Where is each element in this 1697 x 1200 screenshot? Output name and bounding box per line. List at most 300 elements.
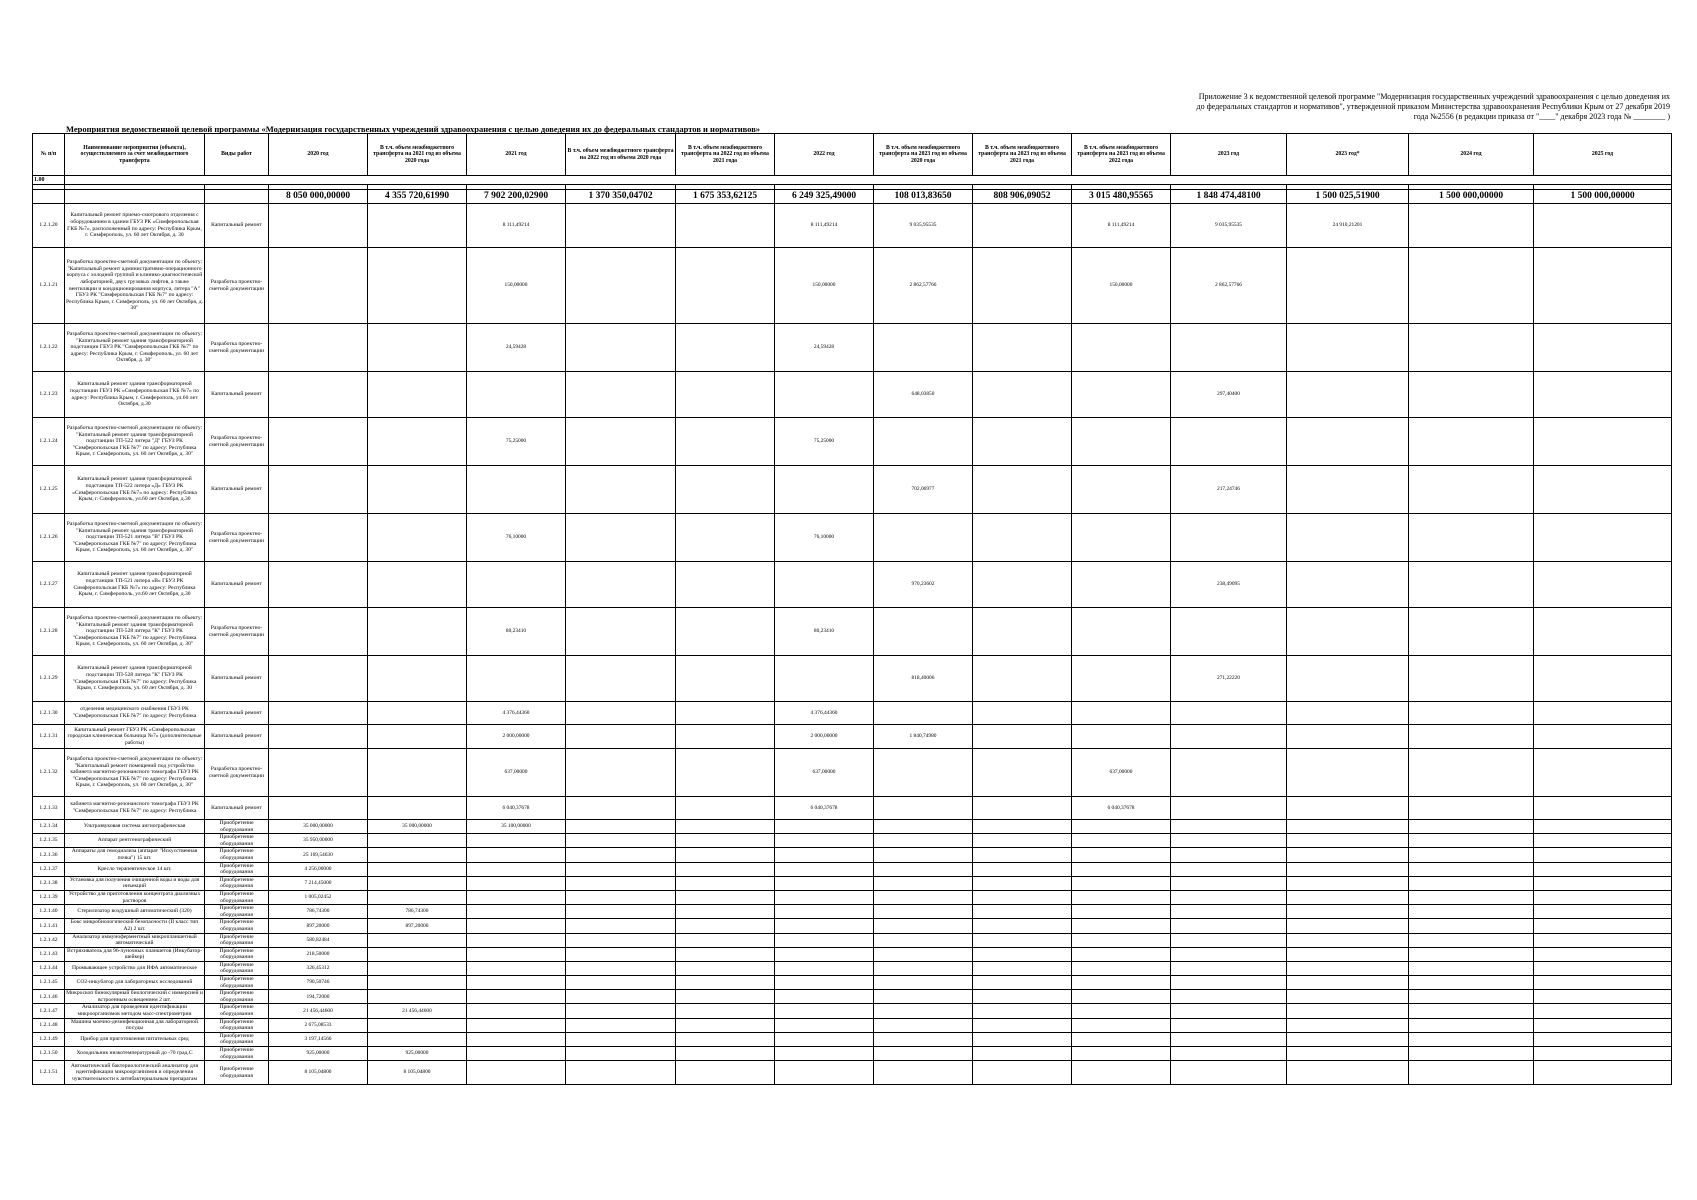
value-cell — [467, 1018, 566, 1032]
table-row — [33, 248, 1672, 324]
value-cell — [467, 372, 566, 418]
value-cell — [1287, 562, 1409, 608]
value-cell — [676, 608, 775, 656]
row-name: Стерилизатор воздушный автоматический (320) — [65, 905, 205, 919]
table-row — [33, 933, 1672, 947]
value-cell — [1409, 905, 1534, 919]
value-cell — [1534, 1061, 1672, 1085]
value-cell — [1171, 608, 1287, 656]
value-cell — [1409, 514, 1534, 562]
value-cell — [269, 608, 368, 656]
row-number: 1.2.1.26 — [33, 514, 65, 562]
value-cell: 818,40006 — [874, 656, 973, 702]
table-row — [33, 890, 1672, 904]
table-row — [33, 919, 1672, 933]
value-cell — [775, 961, 874, 975]
value-cell — [269, 656, 368, 702]
value-cell — [368, 562, 467, 608]
value-cell — [368, 862, 467, 876]
row-name: Капитальный ремонт здания трансформаторной подстанции ТП-528 литера "К" ГБУЗ РК "Симферопольская ГКБ №7" по адресу: Республика Крым, г. Симферополь, ул. 60 лет Октября, д. 30 — [65, 656, 205, 702]
value-cell — [1072, 876, 1171, 890]
row-number: 1.2.1.39 — [33, 890, 65, 904]
total-cell: 1 500 000,00000 — [1534, 190, 1672, 204]
value-cell: 970,23602 — [874, 562, 973, 608]
value-cell — [1409, 1018, 1534, 1032]
total-cell: 3 015 480,95565 — [1072, 190, 1171, 204]
value-cell — [874, 947, 973, 961]
total-cell: 6 249 325,49000 — [775, 190, 874, 204]
value-cell — [566, 562, 676, 608]
value-cell — [1534, 876, 1672, 890]
total-cell: 8 050 000,00000 — [269, 190, 368, 204]
row-name: Капитальный ремонт ГБУЗ РК «Симферопольская городская клиническая больница №7» (дополнительные работы) — [65, 725, 205, 749]
row-name: Анализатор иммуноферментный микропланшетный автоматический — [65, 933, 205, 947]
value-cell — [1072, 418, 1171, 466]
value-cell — [1072, 933, 1171, 947]
value-cell — [1287, 248, 1409, 324]
value-cell — [775, 919, 874, 933]
value-cell — [1287, 848, 1409, 862]
totals-row — [33, 190, 1672, 204]
value-cell — [1171, 324, 1287, 372]
value-cell — [874, 890, 973, 904]
row-work-type: Приобретение оборудования — [205, 976, 269, 990]
table-row — [33, 702, 1672, 725]
value-cell — [1287, 466, 1409, 514]
value-cell — [973, 876, 1072, 890]
value-cell — [1534, 820, 1672, 834]
value-cell — [1534, 749, 1672, 797]
row-work-type: Приобретение оборудования — [205, 862, 269, 876]
row-name: Машина моечно-дезинфекционная для лабораторной посуды — [65, 1018, 205, 1032]
value-cell: 637,00000 — [775, 749, 874, 797]
value-cell — [1171, 905, 1287, 919]
value-cell — [676, 905, 775, 919]
value-cell: 2 675,08533 — [269, 1018, 368, 1032]
value-cell — [874, 876, 973, 890]
value-cell — [973, 1047, 1072, 1061]
value-cell — [1072, 1032, 1171, 1046]
table-row — [33, 820, 1672, 834]
column-header: 2023 год — [1171, 134, 1287, 176]
value-cell — [566, 1004, 676, 1018]
row-work-type: Разработка проектно-сметной документации — [205, 514, 269, 562]
row-work-type: Приобретение оборудования — [205, 876, 269, 890]
value-cell — [775, 1004, 874, 1018]
row-work-type: Капитальный ремонт — [205, 725, 269, 749]
value-cell — [775, 820, 874, 834]
value-cell — [1287, 947, 1409, 961]
row-name: Устройство для приготовления концентрата диализных растворов — [65, 890, 205, 904]
row-number: 1.2.1.29 — [33, 656, 65, 702]
value-cell — [973, 418, 1072, 466]
value-cell — [676, 372, 775, 418]
value-cell — [1287, 702, 1409, 725]
value-cell — [874, 933, 973, 947]
value-cell — [775, 862, 874, 876]
value-cell — [973, 905, 1072, 919]
row-number: 1.2.1.22 — [33, 324, 65, 372]
value-cell — [368, 961, 467, 975]
value-cell — [1409, 608, 1534, 656]
value-cell — [1171, 797, 1287, 820]
row-name: Аппараты для гемодиализа (аппарат "Искусственная почка") 15 шт. — [65, 848, 205, 862]
value-cell — [1287, 1018, 1409, 1032]
value-cell — [874, 905, 973, 919]
value-cell — [1409, 204, 1534, 248]
value-cell — [1072, 1004, 1171, 1018]
row-work-type: Приобретение оборудования — [205, 1004, 269, 1018]
row-number: 1.2.1.28 — [33, 608, 65, 656]
value-cell: 25 169,54630 — [269, 848, 368, 862]
row-work-type: Приобретение оборудования — [205, 848, 269, 862]
value-cell — [676, 862, 775, 876]
table-row — [33, 797, 1672, 820]
value-cell — [269, 702, 368, 725]
value-cell: 637,00000 — [467, 749, 566, 797]
value-cell — [676, 418, 775, 466]
table-row — [33, 947, 1672, 961]
value-cell — [269, 372, 368, 418]
row-name: Разработка проектно-сметной документации по объекту: "Капитальный ремонт здания трансформаторной подстанции ТП-522 литера "Д" ГБУЗ РК "Симферопольская ГКБ №7" по адресу: Республика Крым, г. Симферополь, ул. 60 лет Октября, д. 30" — [65, 418, 205, 466]
value-cell — [566, 890, 676, 904]
row-name: Кресло терапевтическое 14 шт. — [65, 862, 205, 876]
value-cell — [566, 862, 676, 876]
value-cell — [874, 1004, 973, 1018]
table-row — [33, 466, 1672, 514]
column-header: 2022 год — [775, 134, 874, 176]
value-cell — [1171, 961, 1287, 975]
value-cell — [566, 1047, 676, 1061]
value-cell — [973, 1061, 1072, 1085]
value-cell — [874, 1032, 973, 1046]
value-cell: 8 111,49214 — [467, 204, 566, 248]
value-cell — [775, 1018, 874, 1032]
table-row — [33, 514, 1672, 562]
value-cell — [1534, 890, 1672, 904]
row-work-type: Приобретение оборудования — [205, 834, 269, 848]
value-cell — [368, 848, 467, 862]
value-cell — [368, 204, 467, 248]
value-cell — [1287, 656, 1409, 702]
value-cell — [676, 890, 775, 904]
value-cell — [874, 990, 973, 1004]
value-cell: 9 035,95535 — [874, 204, 973, 248]
value-cell — [368, 933, 467, 947]
value-cell — [269, 324, 368, 372]
value-cell — [1171, 890, 1287, 904]
value-cell — [1409, 933, 1534, 947]
row-name: Разработка проектно-сметной документации по объекту: "Капитальный ремонт административно-операционного корпуса с холодной группой и клинико-диагностической лабораторией, двух грузовых лифтов, а также вентиляции и кондиционирования корпуса, литера "А" ГБУЗ РК "Симферопольская ГКБ №7" по адресу: Республика Крым, г. Симферополь, ул. 60 лет Октября, д. 30" — [65, 248, 205, 324]
value-cell — [676, 1047, 775, 1061]
value-cell — [676, 1032, 775, 1046]
value-cell — [368, 725, 467, 749]
value-cell — [566, 1018, 676, 1032]
value-cell — [1534, 608, 1672, 656]
table-row — [33, 204, 1672, 248]
value-cell — [368, 324, 467, 372]
value-cell — [467, 933, 566, 947]
row-work-type: Капитальный ремонт — [205, 204, 269, 248]
value-cell — [676, 725, 775, 749]
value-cell — [676, 947, 775, 961]
header-row — [33, 134, 1672, 176]
value-cell — [1534, 1004, 1672, 1018]
value-cell — [1534, 905, 1672, 919]
value-cell: 271,22220 — [1171, 656, 1287, 702]
value-cell — [874, 976, 973, 990]
table-row — [33, 725, 1672, 749]
value-cell — [775, 990, 874, 1004]
value-cell: 8 105,04800 — [368, 1061, 467, 1085]
row-number: 1.2.1.34 — [33, 820, 65, 834]
value-cell — [368, 976, 467, 990]
row-number: 1.2.1.27 — [33, 562, 65, 608]
row-work-type: Разработка проектно-сметной документации — [205, 324, 269, 372]
value-cell — [1072, 848, 1171, 862]
value-cell — [368, 1032, 467, 1046]
row-number: 1.2.1.33 — [33, 797, 65, 820]
value-cell — [368, 1018, 467, 1032]
value-cell: 80,23410 — [775, 608, 874, 656]
value-cell — [1287, 1004, 1409, 1018]
value-cell — [368, 749, 467, 797]
value-cell — [368, 702, 467, 725]
value-cell — [269, 248, 368, 324]
value-cell: 4 376,44360 — [775, 702, 874, 725]
row-work-type: Капитальный ремонт — [205, 656, 269, 702]
value-cell — [1287, 608, 1409, 656]
value-cell — [566, 820, 676, 834]
value-cell: 4 376,44360 — [467, 702, 566, 725]
row-number: 1.2.1.43 — [33, 947, 65, 961]
value-cell — [1171, 876, 1287, 890]
value-cell — [368, 418, 467, 466]
value-cell: 925,00000 — [368, 1047, 467, 1061]
value-cell — [874, 418, 973, 466]
value-cell — [467, 876, 566, 890]
value-cell — [1534, 947, 1672, 961]
value-cell — [676, 204, 775, 248]
value-cell — [676, 919, 775, 933]
value-cell: 24,59428 — [775, 324, 874, 372]
value-cell — [566, 514, 676, 562]
table-row — [33, 656, 1672, 702]
total-cell: 1 370 350,04702 — [566, 190, 676, 204]
row-number: 1.2.1.31 — [33, 725, 65, 749]
value-cell: 786,74300 — [269, 905, 368, 919]
row-name: Установка для получения очищенной воды и воды для инъекций — [65, 876, 205, 890]
value-cell — [1072, 514, 1171, 562]
total-cell: 1 500 025,51900 — [1287, 190, 1409, 204]
total-cell: 4 355 720,61990 — [368, 190, 467, 204]
row-number: 1.2.1.46 — [33, 990, 65, 1004]
value-cell — [973, 725, 1072, 749]
value-cell — [566, 947, 676, 961]
total-cell: 7 902 200,02900 — [467, 190, 566, 204]
value-cell — [1409, 862, 1534, 876]
value-cell — [874, 514, 973, 562]
value-cell — [566, 248, 676, 324]
value-cell — [676, 1061, 775, 1085]
value-cell — [1072, 834, 1171, 848]
row-number: 1.2.1.30 — [33, 702, 65, 725]
value-cell — [1409, 947, 1534, 961]
value-cell: 702,06977 — [874, 466, 973, 514]
value-cell — [1287, 418, 1409, 466]
value-cell — [1409, 834, 1534, 848]
value-cell — [676, 848, 775, 862]
row-number: 1.2.1.23 — [33, 372, 65, 418]
row-number: 1.2.1.37 — [33, 862, 65, 876]
value-cell — [973, 608, 1072, 656]
value-cell — [676, 562, 775, 608]
value-cell — [874, 834, 973, 848]
value-cell — [1409, 725, 1534, 749]
row-number: 1.2.1.49 — [33, 1032, 65, 1046]
value-cell — [269, 749, 368, 797]
value-cell — [676, 656, 775, 702]
value-cell — [874, 702, 973, 725]
row-name: Капитальный ремонт здания трансформаторной подстанции ТП-521 литера «В» ГБУЗ РК Симферопольская ГКБ №7» по адресу: Республика Крым, г. Симферополь, ул.60 лет Октября, д.30 — [65, 562, 205, 608]
value-cell — [1287, 919, 1409, 933]
value-cell — [566, 834, 676, 848]
value-cell — [467, 961, 566, 975]
value-cell — [973, 248, 1072, 324]
value-cell — [269, 725, 368, 749]
row-work-type: Приобретение оборудования — [205, 1047, 269, 1061]
value-cell — [676, 820, 775, 834]
value-cell — [973, 514, 1072, 562]
value-cell — [467, 848, 566, 862]
value-cell — [1534, 248, 1672, 324]
row-work-type: Приобретение оборудования — [205, 990, 269, 1004]
value-cell — [775, 890, 874, 904]
value-cell: 35 100,00000 — [467, 820, 566, 834]
value-cell — [973, 324, 1072, 372]
value-cell — [1287, 933, 1409, 947]
value-cell — [874, 1047, 973, 1061]
value-cell — [1287, 1061, 1409, 1085]
table-row — [33, 1047, 1672, 1061]
value-cell — [874, 961, 973, 975]
row-work-type: Приобретение оборудования — [205, 919, 269, 933]
value-cell — [1072, 905, 1171, 919]
value-cell — [973, 702, 1072, 725]
value-cell — [368, 466, 467, 514]
value-cell — [269, 466, 368, 514]
value-cell — [1287, 862, 1409, 876]
value-cell — [874, 797, 973, 820]
row-name: Разработка проектно-сметной документации по объекту: "Капитальный ремонт помещений под устройство кабинета магнитно-резонансного томографа ГБУЗ РК "Симферопольская ГКБ №7" по адресу: Республика Крым, г. Симферополь, ул. 60 лет Октября, д. 30" — [65, 749, 205, 797]
value-cell — [1534, 514, 1672, 562]
row-number: 1.2.1.40 — [33, 905, 65, 919]
value-cell — [1409, 820, 1534, 834]
value-cell: 150,00000 — [1072, 248, 1171, 324]
value-cell — [1072, 1018, 1171, 1032]
table-row — [33, 1061, 1672, 1085]
value-cell — [1409, 890, 1534, 904]
row-number: 1.2.1.41 — [33, 919, 65, 933]
value-cell: 925,00000 — [269, 1047, 368, 1061]
value-cell — [1072, 890, 1171, 904]
value-cell — [775, 848, 874, 862]
value-cell — [1534, 204, 1672, 248]
value-cell — [1409, 656, 1534, 702]
value-cell — [566, 905, 676, 919]
value-cell — [467, 562, 566, 608]
value-cell — [1072, 324, 1171, 372]
total-cell: 1 848 474,48100 — [1171, 190, 1287, 204]
value-cell — [1287, 820, 1409, 834]
value-cell: 2 000,00000 — [775, 725, 874, 749]
value-cell — [1171, 919, 1287, 933]
value-cell: 76,10000 — [467, 514, 566, 562]
column-header: Наименование мероприятия (объекта), осуществляемого за счет межбюджетного трансферта — [65, 134, 205, 176]
value-cell: 35 000,00000 — [368, 820, 467, 834]
value-cell — [1409, 1004, 1534, 1018]
value-cell — [467, 1004, 566, 1018]
value-cell — [874, 608, 973, 656]
value-cell — [676, 990, 775, 1004]
row-work-type: Приобретение оборудования — [205, 947, 269, 961]
value-cell: 75,25000 — [467, 418, 566, 466]
value-cell: 9 035,95535 — [1171, 204, 1287, 248]
value-cell — [566, 848, 676, 862]
value-cell — [1409, 1061, 1534, 1085]
value-cell — [973, 1004, 1072, 1018]
row-number: 1.2.1.32 — [33, 749, 65, 797]
table-row — [33, 905, 1672, 919]
value-cell — [1072, 1061, 1171, 1085]
value-cell — [1409, 961, 1534, 975]
value-cell — [973, 656, 1072, 702]
value-cell — [566, 656, 676, 702]
row-work-type: Разработка проектно-сметной документации — [205, 608, 269, 656]
value-cell — [269, 204, 368, 248]
value-cell — [467, 947, 566, 961]
value-cell — [368, 514, 467, 562]
value-cell — [368, 834, 467, 848]
value-cell — [775, 947, 874, 961]
value-cell — [368, 797, 467, 820]
value-cell — [1171, 1047, 1287, 1061]
value-cell — [1072, 820, 1171, 834]
value-cell — [269, 797, 368, 820]
value-cell — [1287, 1032, 1409, 1046]
value-cell: 217,24746 — [1171, 466, 1287, 514]
value-cell — [1072, 947, 1171, 961]
value-cell — [566, 1061, 676, 1085]
table-row — [33, 608, 1672, 656]
value-cell — [973, 976, 1072, 990]
value-cell — [775, 562, 874, 608]
value-cell — [1072, 976, 1171, 990]
program-table — [32, 133, 1672, 1085]
value-cell: 35 000,00000 — [269, 820, 368, 834]
value-cell — [368, 990, 467, 1004]
value-cell — [467, 990, 566, 1004]
value-cell — [1287, 1047, 1409, 1061]
value-cell — [1072, 466, 1171, 514]
value-cell — [566, 749, 676, 797]
value-cell — [973, 834, 1072, 848]
value-cell — [1409, 976, 1534, 990]
value-cell: 2 862,57766 — [874, 248, 973, 324]
row-number: 1.2.1.21 — [33, 248, 65, 324]
value-cell — [1072, 990, 1171, 1004]
column-header: В т.ч. объем межбюджетного трансферта на 2022 год из объема 2021 года — [676, 134, 775, 176]
